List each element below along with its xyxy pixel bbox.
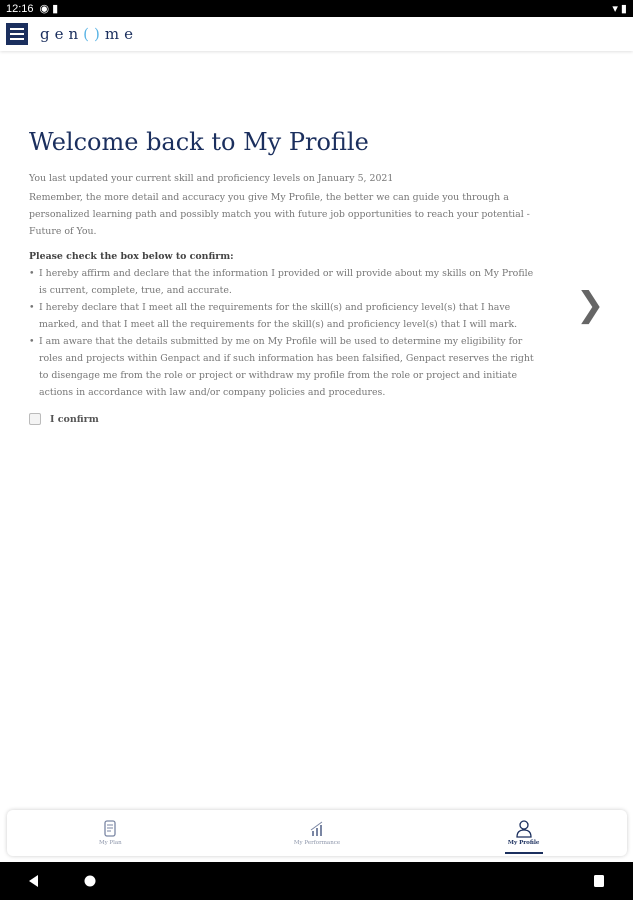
tab-my-plan[interactable]: My Plan bbox=[7, 810, 214, 856]
system-icons: ▾ ▮ bbox=[612, 3, 627, 15]
list-item: • I hereby affirm and declare that the information I provided or will provide about my skills on My Profile is current, complete, true, and accurate. bbox=[29, 265, 534, 299]
plan-icon bbox=[102, 820, 118, 838]
back-icon[interactable] bbox=[28, 875, 40, 887]
genome-logo: gen()me bbox=[40, 25, 138, 43]
hamburger-menu-button[interactable] bbox=[6, 23, 28, 45]
tab-my-performance[interactable]: My Performance bbox=[214, 810, 421, 856]
confirm-heading: Please check the box below to confirm: bbox=[29, 251, 234, 262]
declaration-list bbox=[29, 265, 534, 401]
status-bar bbox=[0, 0, 633, 17]
android-nav-bar bbox=[0, 862, 633, 900]
home-icon[interactable] bbox=[84, 875, 96, 887]
notification-icon: ◉ ▮ bbox=[39, 3, 59, 15]
bottom-tab-bar bbox=[7, 810, 627, 856]
app-header bbox=[0, 17, 633, 51]
remember-text: Remember, the more detail and accuracy you give My Profile, the better we can guide you through a personalized learning path and possibly match you with future job opportunities to reach your potential - Future of You. bbox=[29, 192, 530, 237]
confirm-label: I confirm bbox=[50, 413, 99, 425]
clock: 12:16 bbox=[6, 2, 34, 15]
confirm-checkbox[interactable] bbox=[29, 413, 41, 425]
list-item: • I hereby declare that I meet all the requirements for the skill(s) and proficiency level(s) that I have marked, and that I meet all the requirements for the skill(s) and proficiency level(s) that I will mark. bbox=[29, 299, 534, 333]
recents-icon[interactable] bbox=[593, 875, 605, 887]
profile-welcome bbox=[29, 128, 534, 425]
tab-my-profile[interactable]: My Profile bbox=[420, 810, 627, 856]
chevron-right-icon[interactable]: ❯ bbox=[576, 285, 605, 325]
list-item: • I am aware that the details submitted by me on My Profile will be used to determine my eligibility for roles and projects within Genpact and if such information has been falsified, Genpact reserves the right to disengage me from the role or project or withdraw my profile from the role or project and initiate actions in accordance with law and/or company policies and procedures. bbox=[29, 333, 534, 401]
confirm-checkbox-row[interactable] bbox=[29, 413, 534, 425]
page-title: Welcome back to My Profile bbox=[29, 128, 369, 156]
last-updated-text: You last updated your current skill and proficiency levels on January 5, 2021 bbox=[29, 173, 394, 184]
chart-icon bbox=[309, 820, 325, 838]
user-icon bbox=[516, 820, 532, 838]
